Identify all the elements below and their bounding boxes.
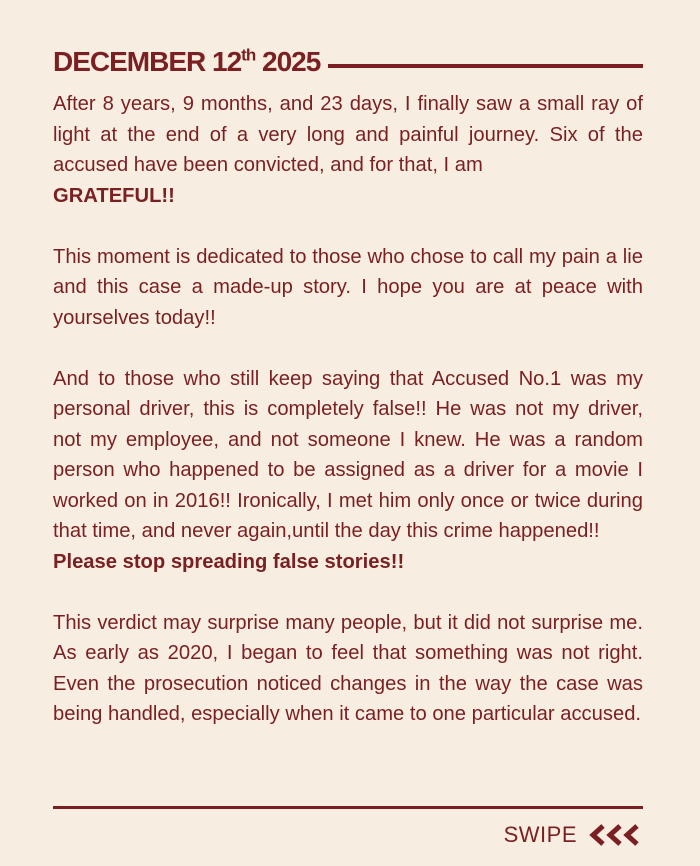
statement-body	[53, 89, 643, 730]
date-main: DECEMBER 12	[53, 46, 242, 77]
paragraph-3-emphasis: Please stop spreading false stories!!	[53, 550, 405, 573]
paragraph-2	[53, 242, 643, 334]
post-page	[53, 40, 643, 730]
paragraph-3-text: And to those who still keep saying that Accused No.1 was my personal driver, this is completely false!! He was not my driver, not my employee, and not someone I knew. He was a random person who happened to be assigned as a driver for a movie I worked on in 2016!! Ironically, I met him only once or twice during that time, and never again,until the day this crime happened!!	[53, 367, 643, 542]
paragraph-4-text: This verdict may surprise many people, but it did not surprise me. As early as 2020, I began to feel that something was not right. Even the prosecution noticed changes in the way the case was being handled, especially when it came to one particular accused.	[53, 611, 643, 725]
paragraph-1-emphasis: GRATEFUL!!	[53, 184, 175, 207]
date-year: 2025	[255, 46, 321, 77]
triple-chevron-left-icon	[587, 824, 643, 846]
date-suffix: th	[241, 45, 256, 65]
paragraph-1-text: After 8 years, 9 months, and 23 days, I finally saw a small ray of light at the end of a very long and painful journey. Six of the accused have been convicted, and for that, I am	[53, 93, 643, 176]
header-divider	[328, 64, 643, 68]
paragraph-1	[53, 89, 643, 211]
paragraph-4	[53, 608, 643, 730]
swipe-label: SWIPE	[503, 822, 577, 847]
swipe-button[interactable]	[504, 822, 643, 848]
date-header	[53, 40, 643, 84]
footer-divider	[53, 806, 643, 809]
date-heading	[53, 46, 320, 78]
paragraph-3	[53, 364, 643, 578]
paragraph-2-text: This moment is dedicated to those who chose to call my pain a lie and this case a made-up story. I hope you are at peace with yourselves today!!	[53, 245, 643, 329]
